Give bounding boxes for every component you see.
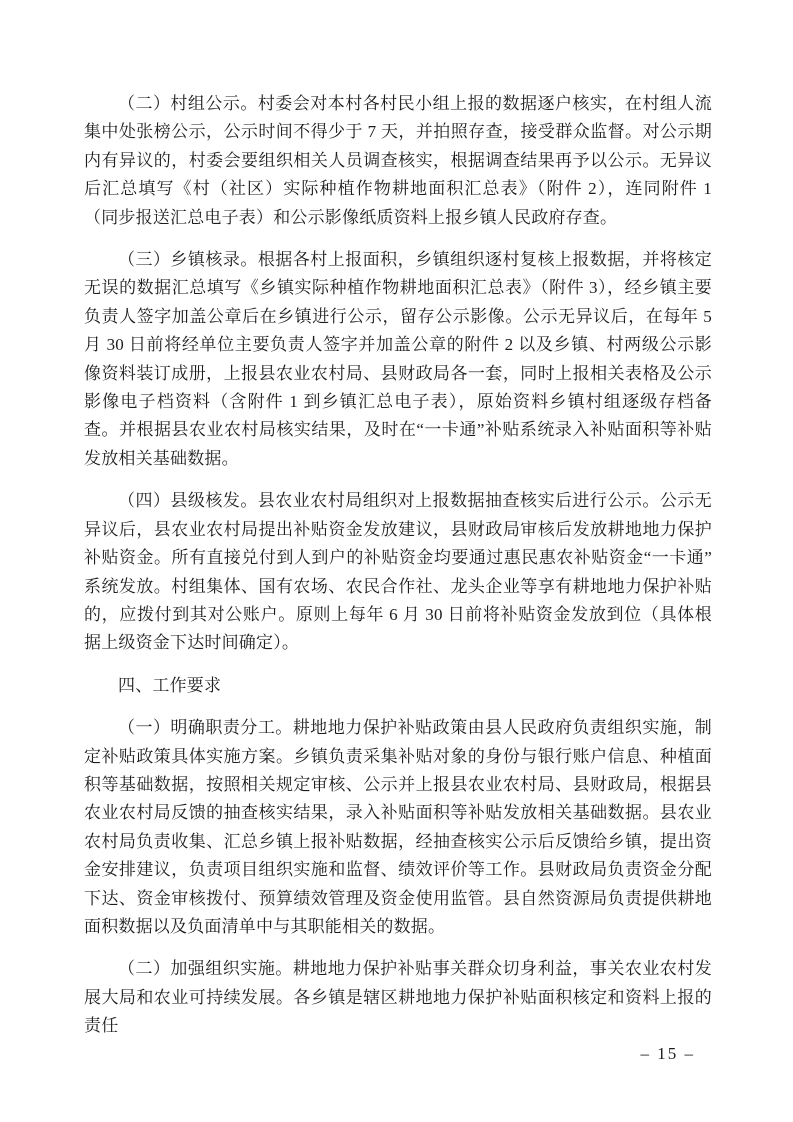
paragraph-strengthen-implementation: （二）加强组织实施。耕地地力保护补贴事关群众切身利益，事关农业农村发展大局和农业可持续发展。各乡镇是辖区耕地地力保护补贴面积核定和资料上报的责任 xyxy=(84,959,712,1036)
paragraph-village-publicity: （二）村组公示。村委会对本村各村民小组上报的数据逐户核实，在村组人流集中处张榜公示，公示时间不得少于 7 天，并拍照存查，接受群众监督。对公示期内有异议的，村委会要组织相关人员调查核实，根据调查结果再予以公示。无异议后汇总填写《村（社区）实际种植作物耕地面积汇总表》（附件 2），连同附件 1（同步报送汇总电子表）和公示影像纸质资料上报乡镇人民政府存查。 xyxy=(84,94,712,227)
section-heading-work-requirements: 四、工作要求 xyxy=(118,675,222,695)
document-body xyxy=(84,90,712,1041)
paragraph-county-approval: （四）县级核发。县农业农村局组织对上报数据抽查核实后进行公示。公示无异议后，县农业农村局提出补贴资金发放建议，县财政局审核后发放耕地地力保护补贴资金。所有直接兑付到人到户的补贴资金均要通过惠民惠农补贴资金“一卡通”系统发放。村组集体、国有农场、农民合作社、龙头企业等享有耕地地力保护补贴的，应拨付到其对公账户。原则上每年 6 月 30 日前将补贴资金发放到位（具体根据上级资金下达时间确定）。 xyxy=(84,491,712,653)
paragraph-township-verification: （三）乡镇核录。根据各村上报面积，乡镇组织逐村复核上报数据，并将核定无误的数据汇总填写《乡镇实际种植作物耕地面积汇总表》（附件 3），经乡镇主要负责人签字加盖公章后在乡镇进行公示，留存公示影像。公示无异议后，在每年 5 月 30 日前将经单位主要负责人签字并加盖公章的附件 2 以及乡镇、村两级公示影像资料装订成册，上报县农业农村局、县财政局各一套，同时上报相关表格及公示影像电子档资料（含附件 1 到乡镇汇总电子表），原始资料乡镇村组逐级存档备查。并根据县农业农村局核实结果，及时在“一卡通”补贴系统录入补贴面积等补贴发放相关基础数据。 xyxy=(84,250,712,468)
page-number: – 15 – xyxy=(640,1044,695,1063)
paragraph-clarify-responsibilities: （一）明确职责分工。耕地地力保护补贴政策由县人民政府负责组织实施，制定补贴政策具体实施方案。乡镇负责采集补贴对象的身份与银行账户信息、种植面积等基础数据，按照相关规定审核、公示并上报县农业农村局、县财政局，根据县农业农村局反馈的抽查核实结果，录入补贴面积等补贴发放相关基础数据。县农业农村局负责收集、汇总乡镇上报补贴数据，经抽查核实公示后反馈给乡镇，提出资金安排建议，负责项目组织实施和监督、绩效评价等工作。县财政局负责资金分配下达、资金审核拨付、预算绩效管理及资金使用监管。县自然资源局负责提供耕地面积数据以及负面清单中与其职能相关的数据。 xyxy=(84,718,712,936)
